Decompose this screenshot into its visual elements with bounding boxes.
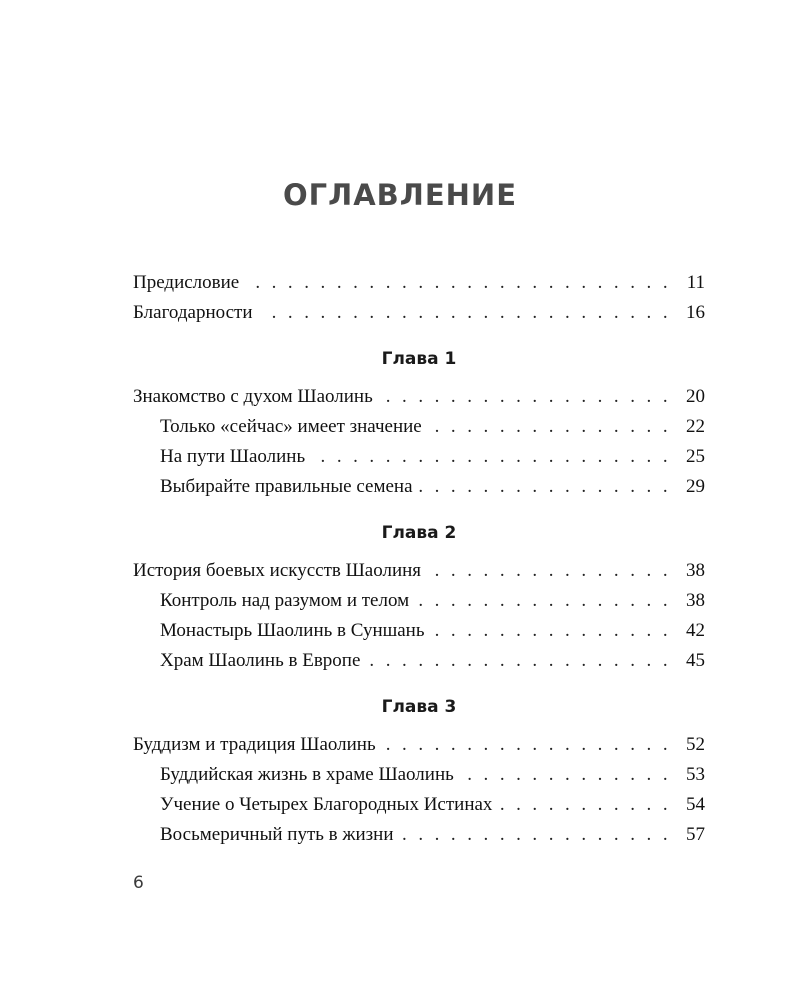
toc-entry-chapter-main <box>133 556 705 586</box>
dot-leader <box>245 268 671 298</box>
chapter-heading: Глава 3 <box>381 697 457 717</box>
toc-entry-title: Знакомство с духом Шаолинь <box>133 386 373 407</box>
toc-entry-page: 16 <box>686 302 705 323</box>
toc-entry-section <box>133 820 705 850</box>
toc-entry-page: 29 <box>686 476 705 497</box>
toc-entry-section <box>133 760 705 790</box>
toc-entry-title: История боевых искусств Шаолиня <box>133 560 422 581</box>
toc-entry-chapter-main <box>133 730 705 760</box>
toc-entry-title: Контроль над разумом и телом <box>160 590 410 611</box>
toc-entry-title: Благодарности <box>133 302 253 323</box>
toc-entry-page: 45 <box>686 650 705 671</box>
dot-leader <box>415 586 671 616</box>
toc-entry-title: Учение о Четырех Благородных Истинах <box>160 794 493 815</box>
chapter-heading: Глава 2 <box>381 523 457 543</box>
toc-entry-title: Выбирайте правильные семена <box>160 476 413 497</box>
toc-chapter-3 <box>133 692 705 850</box>
toc-entry-preface <box>133 268 705 298</box>
toc-entry-page: 53 <box>686 764 705 785</box>
dot-leader <box>366 646 671 676</box>
toc-entry-page: 20 <box>686 386 705 407</box>
toc-entry-section <box>133 442 705 472</box>
toc-entry-title: Восьмеричный путь в жизни <box>160 824 394 845</box>
table-of-contents <box>133 268 705 850</box>
toc-entry-acknowledgements <box>133 298 705 328</box>
toc-entry-chapter-main <box>133 382 705 412</box>
page-title: ОГЛАВЛЕНИЕ <box>282 178 517 212</box>
page-number: 6 <box>133 873 144 893</box>
toc-entry-section <box>133 586 705 616</box>
dot-leader <box>427 556 671 586</box>
toc-entry-title: Только «сейчас» имеет значение <box>160 416 422 437</box>
toc-entry-page: 38 <box>686 590 705 611</box>
dot-leader <box>259 298 672 328</box>
toc-entry-page: 38 <box>686 560 705 581</box>
dot-leader <box>431 616 671 646</box>
dot-leader <box>460 760 671 790</box>
toc-intro-group <box>133 268 705 328</box>
dot-leader <box>382 730 671 760</box>
toc-entry-title: Храм Шаолинь в Европе <box>160 650 361 671</box>
toc-entry-title: Монастырь Шаолинь в Суншань <box>160 620 425 641</box>
toc-entry-page: 57 <box>686 824 705 845</box>
toc-entry-section <box>133 616 705 646</box>
toc-chapter-1 <box>133 344 705 502</box>
toc-entry-section <box>133 646 705 676</box>
dot-leader <box>498 790 671 820</box>
toc-entry-title: Буддийская жизнь в храме Шаолинь <box>160 764 454 785</box>
dot-leader <box>400 820 671 850</box>
toc-entry-page: 22 <box>686 416 705 437</box>
dot-leader <box>311 442 671 472</box>
toc-entry-section <box>133 790 705 820</box>
dot-leader <box>419 472 671 502</box>
dot-leader <box>428 412 671 442</box>
chapter-heading: Глава 1 <box>381 349 457 369</box>
toc-entry-page: 54 <box>686 794 705 815</box>
toc-entry-section <box>133 412 705 442</box>
toc-entry-page: 42 <box>686 620 705 641</box>
toc-entry-title: На пути Шаолинь <box>160 446 306 467</box>
toc-entry-title: Предисловие <box>133 272 240 293</box>
toc-entry-page: 25 <box>686 446 705 467</box>
toc-entry-section <box>133 472 705 502</box>
toc-entry-page: 52 <box>686 734 705 755</box>
toc-entry-title: Буддизм и традиция Шаолинь <box>133 734 376 755</box>
dot-leader <box>379 382 671 412</box>
toc-chapter-2 <box>133 518 705 676</box>
toc-entry-page: 11 <box>686 272 705 293</box>
